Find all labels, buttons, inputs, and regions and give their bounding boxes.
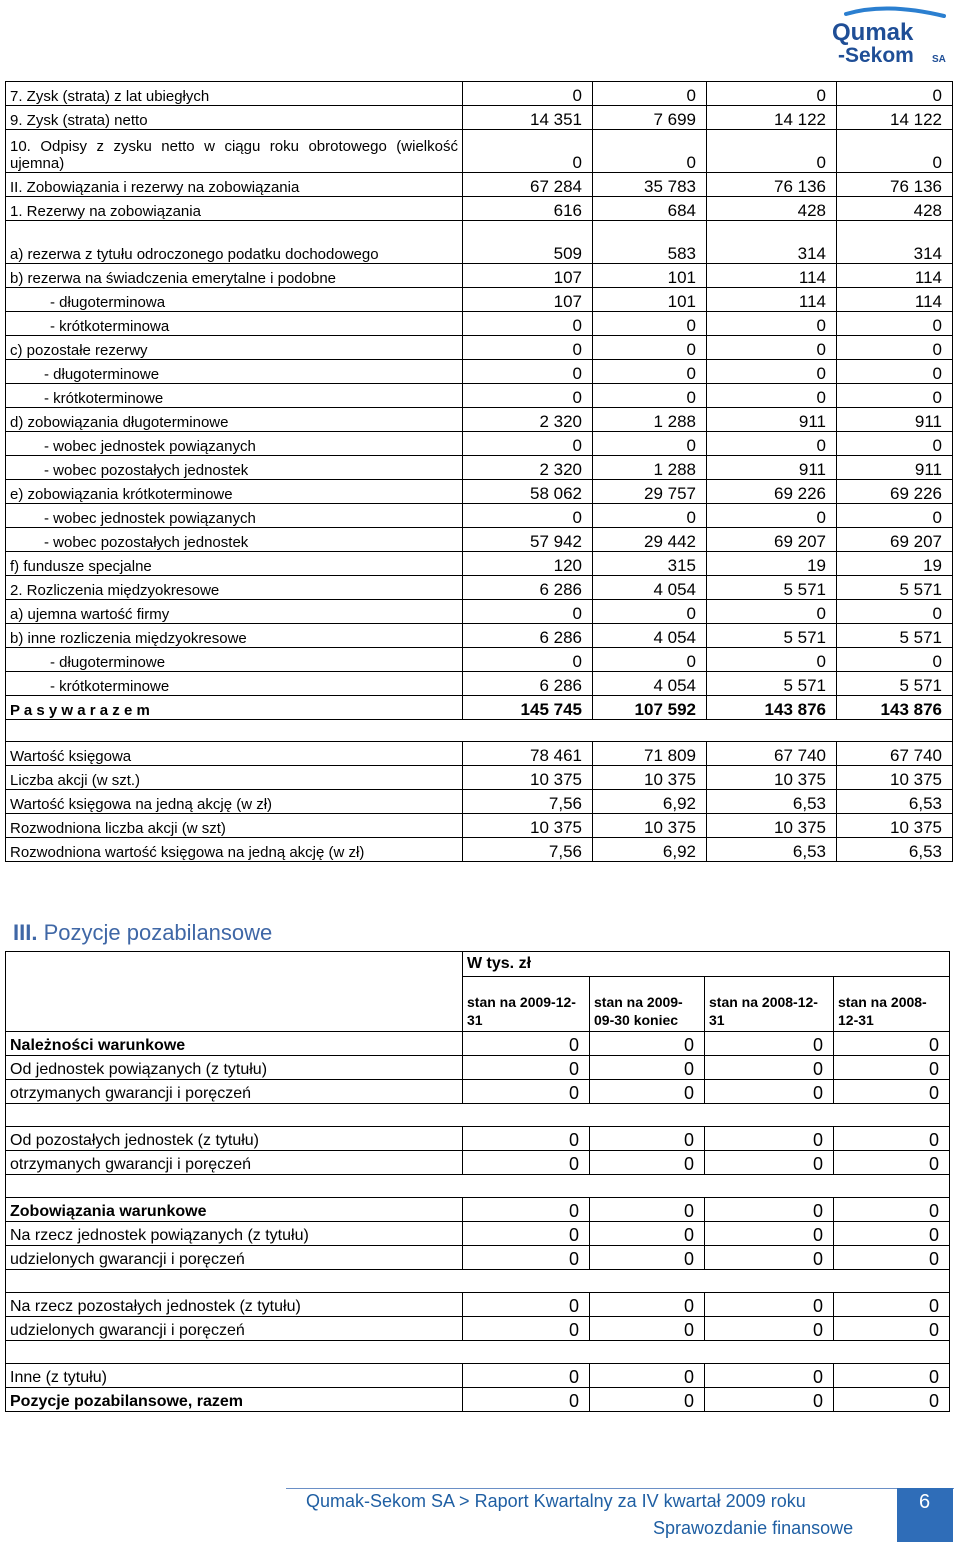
row-value: 0 <box>590 1080 705 1104</box>
row-value: 0 <box>463 1293 590 1317</box>
column-header: stan na 2008-12-31 <box>705 977 834 1032</box>
row-label: Liczba akcji (w szt.) <box>6 766 463 790</box>
table-row <box>6 82 953 106</box>
row-value: 2 320 <box>463 408 593 432</box>
row-value: 0 <box>463 1364 590 1388</box>
row-value: 0 <box>707 600 837 624</box>
table-row <box>6 1388 950 1412</box>
table-row <box>6 1364 950 1388</box>
row-label: Należności warunkowe <box>6 1032 463 1056</box>
row-value: 10 375 <box>463 814 593 838</box>
row-label: udzielonych gwarancji i poręczeń <box>6 1317 463 1341</box>
row-value: 0 <box>463 1080 590 1104</box>
row-value: 0 <box>834 1056 950 1080</box>
row-value: 114 <box>837 288 953 312</box>
row-value: 0 <box>463 1127 590 1151</box>
row-label: f) fundusze specjalne <box>6 552 463 576</box>
row-value: 0 <box>834 1388 950 1412</box>
table-row <box>6 173 953 197</box>
row-value: 0 <box>705 1151 834 1175</box>
row-value: 0 <box>707 336 837 360</box>
table-row <box>6 528 953 552</box>
row-label: - krótkoterminowe <box>6 672 463 696</box>
table-row <box>6 312 953 336</box>
row-value: 101 <box>593 264 707 288</box>
column-header: stan na 2009-09-30 koniec <box>590 977 705 1032</box>
header-blank-cell <box>6 952 463 1032</box>
row-value: 67 740 <box>837 742 953 766</box>
row-value: 0 <box>837 504 953 528</box>
table-row <box>6 814 953 838</box>
table-row <box>6 696 953 720</box>
table-row <box>6 648 953 672</box>
row-value: 145 745 <box>463 696 593 720</box>
row-label: - wobec jednostek powiązanych <box>6 504 463 528</box>
row-value: 6,53 <box>837 790 953 814</box>
table-row <box>6 221 953 264</box>
row-value: 0 <box>463 1032 590 1056</box>
row-value: 78 461 <box>463 742 593 766</box>
row-value: 0 <box>834 1317 950 1341</box>
row-label: 9. Zysk (strata) netto <box>6 106 463 130</box>
row-value: 0 <box>590 1388 705 1412</box>
row-label: - długoterminowe <box>6 360 463 384</box>
row-value: 509 <box>463 221 593 264</box>
row-value: 0 <box>705 1198 834 1222</box>
row-label: II. Zobowiązania i rezerwy na zobowiązania <box>6 173 463 197</box>
row-value: 0 <box>463 336 593 360</box>
table-row <box>6 1032 950 1056</box>
row-value: 14 122 <box>707 106 837 130</box>
row-value: 14 351 <box>463 106 593 130</box>
row-value: 0 <box>705 1364 834 1388</box>
row-value: 0 <box>463 1317 590 1341</box>
row-value: 0 <box>837 82 953 106</box>
row-value: 684 <box>593 197 707 221</box>
row-value: 911 <box>837 408 953 432</box>
off-balance-table <box>5 951 950 1412</box>
unit-label: W tys. zł <box>463 952 950 977</box>
row-value: 0 <box>837 432 953 456</box>
column-header: stan na 2008-12-31 <box>834 977 950 1032</box>
footer-section-name: Sprawozdanie finansowe <box>653 1518 854 1538</box>
row-label: otrzymanych gwarancji i poręczeń <box>6 1151 463 1175</box>
table-row <box>6 790 953 814</box>
table-row <box>6 1151 950 1175</box>
row-value: 0 <box>593 312 707 336</box>
row-value: 0 <box>705 1388 834 1412</box>
row-label: - krótkoterminowe <box>6 384 463 408</box>
row-value: 0 <box>707 312 837 336</box>
table-row <box>6 1293 950 1317</box>
row-value: 5 571 <box>837 672 953 696</box>
row-value: 29 757 <box>593 480 707 504</box>
row-value: 29 442 <box>593 528 707 552</box>
row-value: 71 809 <box>593 742 707 766</box>
table-row <box>6 766 953 790</box>
row-label: udzielonych gwarancji i poręczeń <box>6 1246 463 1270</box>
row-value: 101 <box>593 288 707 312</box>
row-value: 5 571 <box>837 624 953 648</box>
row-value: 6 286 <box>463 576 593 600</box>
row-value: 0 <box>707 360 837 384</box>
row-value: 0 <box>463 504 593 528</box>
row-label: e) zobowiązania krótkoterminowe <box>6 480 463 504</box>
row-value: 4 054 <box>593 624 707 648</box>
row-label: d) zobowiązania długoterminowe <box>6 408 463 432</box>
row-value: 1 288 <box>593 456 707 480</box>
spacer-cell <box>6 720 953 742</box>
row-value: 0 <box>463 648 593 672</box>
row-label: 1. Rezerwy na zobowiązania <box>6 197 463 221</box>
row-value: 0 <box>707 82 837 106</box>
row-label: b) inne rozliczenia międzyokresowe <box>6 624 463 648</box>
table-row <box>6 672 953 696</box>
row-value: 10 375 <box>707 766 837 790</box>
row-value: 0 <box>463 1222 590 1246</box>
row-value: 0 <box>707 130 837 173</box>
row-label: - długoterminowe <box>6 648 463 672</box>
row-value: 0 <box>463 600 593 624</box>
row-label: Inne (z tytułu) <box>6 1364 463 1388</box>
row-label: Rozwodniona wartość księgowa na jedną akcję (w zł) <box>6 838 463 862</box>
spacer-row <box>6 720 953 742</box>
row-value: 0 <box>590 1246 705 1270</box>
row-value: 114 <box>707 288 837 312</box>
row-value: 14 122 <box>837 106 953 130</box>
row-label: otrzymanych gwarancji i poręczeń <box>6 1080 463 1104</box>
row-value: 0 <box>463 432 593 456</box>
page-number-box <box>897 1488 953 1542</box>
row-value: 0 <box>463 82 593 106</box>
row-value: 114 <box>707 264 837 288</box>
table-row <box>6 624 953 648</box>
section-number: III. <box>13 920 38 945</box>
row-value: 0 <box>593 336 707 360</box>
row-value: 4 054 <box>593 672 707 696</box>
row-value: 0 <box>463 1198 590 1222</box>
row-value: 0 <box>707 504 837 528</box>
row-label: - długoterminowa <box>6 288 463 312</box>
row-value: 428 <box>837 197 953 221</box>
table-row <box>6 552 953 576</box>
spacer-cell <box>6 1270 950 1293</box>
table-row <box>6 1317 950 1341</box>
row-value: 0 <box>463 130 593 173</box>
row-value: 0 <box>705 1293 834 1317</box>
row-value: 0 <box>705 1056 834 1080</box>
row-value: 0 <box>837 312 953 336</box>
row-value: 114 <box>837 264 953 288</box>
row-value: 0 <box>590 1151 705 1175</box>
row-value: 0 <box>837 600 953 624</box>
row-value: 0 <box>593 504 707 528</box>
row-value: 0 <box>463 1151 590 1175</box>
row-value: 67 284 <box>463 173 593 197</box>
row-value: 143 876 <box>707 696 837 720</box>
row-value: 0 <box>463 1056 590 1080</box>
spacer-cell <box>6 1175 950 1198</box>
row-value: 0 <box>590 1056 705 1080</box>
row-label: - wobec pozostałych jednostek <box>6 528 463 552</box>
row-value: 0 <box>590 1293 705 1317</box>
row-value: 0 <box>837 130 953 173</box>
table-row <box>6 1080 950 1104</box>
row-value: 0 <box>463 1388 590 1412</box>
row-value: 315 <box>593 552 707 576</box>
row-value: 0 <box>834 1293 950 1317</box>
row-value: 10 375 <box>837 766 953 790</box>
row-value: 0 <box>834 1198 950 1222</box>
row-value: 0 <box>463 384 593 408</box>
off-balance-header-unit-row <box>6 952 950 977</box>
table-row <box>6 1198 950 1222</box>
row-value: 0 <box>834 1222 950 1246</box>
row-value: 76 136 <box>707 173 837 197</box>
row-value: 7,56 <box>463 838 593 862</box>
row-value: 911 <box>707 408 837 432</box>
spacer-row <box>6 1175 950 1198</box>
row-value: 0 <box>705 1222 834 1246</box>
row-value: 0 <box>707 648 837 672</box>
row-value: 69 207 <box>707 528 837 552</box>
row-value: 10 375 <box>463 766 593 790</box>
table-row <box>6 197 953 221</box>
row-value: 0 <box>705 1127 834 1151</box>
row-value: 0 <box>837 384 953 408</box>
row-label: 2. Rozliczenia międzyokresowe <box>6 576 463 600</box>
row-label: 10. Odpisy z zysku netto w ciągu roku obrotowego (wielkość ujemna) <box>6 130 463 173</box>
row-label: c) pozostałe rezerwy <box>6 336 463 360</box>
row-label: Zobowiązania warunkowe <box>6 1198 463 1222</box>
row-value: 0 <box>463 360 593 384</box>
row-value: 911 <box>707 456 837 480</box>
table-row <box>6 336 953 360</box>
row-value: 107 <box>463 288 593 312</box>
row-label: 7. Zysk (strata) z lat ubiegłych <box>6 82 463 106</box>
row-value: 120 <box>463 552 593 576</box>
row-value: 76 136 <box>837 173 953 197</box>
row-value: 911 <box>837 456 953 480</box>
row-value: 0 <box>834 1246 950 1270</box>
table-row <box>6 130 953 173</box>
row-label: Na rzecz jednostek powiązanych (z tytułu) <box>6 1222 463 1246</box>
section-heading <box>13 920 272 946</box>
row-label: Rozwodniona liczba akcji (w szt) <box>6 814 463 838</box>
row-label: Na rzecz pozostałych jednostek (z tytułu) <box>6 1293 463 1317</box>
row-label: Od jednostek powiązanych (z tytułu) <box>6 1056 463 1080</box>
table-row <box>6 408 953 432</box>
company-logo <box>826 6 956 66</box>
table-row <box>6 1246 950 1270</box>
table-row <box>6 742 953 766</box>
row-value: 0 <box>593 432 707 456</box>
row-value: 0 <box>834 1032 950 1056</box>
row-value: 0 <box>593 130 707 173</box>
row-value: 69 226 <box>707 480 837 504</box>
table-row <box>6 1056 950 1080</box>
row-label: - wobec jednostek powiązanych <box>6 432 463 456</box>
row-value: 107 <box>463 264 593 288</box>
row-value: 19 <box>707 552 837 576</box>
row-value: 0 <box>593 600 707 624</box>
section-title: Pozycje pozabilansowe <box>43 920 273 945</box>
balance-liabilities-table <box>5 81 953 862</box>
row-value: 0 <box>834 1080 950 1104</box>
table-row <box>6 432 953 456</box>
footer-report-title: Qumak-Sekom SA > Raport Kwartalny za IV kwartał 2009 roku <box>306 1491 806 1511</box>
row-value: 6 286 <box>463 624 593 648</box>
row-value: 6,53 <box>707 838 837 862</box>
table-row <box>6 600 953 624</box>
row-value: 0 <box>834 1151 950 1175</box>
row-label: Od pozostałych jednostek (z tytułu) <box>6 1127 463 1151</box>
row-value: 19 <box>837 552 953 576</box>
row-value: 0 <box>590 1222 705 1246</box>
row-label: - wobec pozostałych jednostek <box>6 456 463 480</box>
row-label: a) ujemna wartość firmy <box>6 600 463 624</box>
row-label: b) rezerwa na świadczenia emerytalne i podobne <box>6 264 463 288</box>
table-row <box>6 480 953 504</box>
row-value: 0 <box>834 1364 950 1388</box>
row-value: 69 207 <box>837 528 953 552</box>
row-value: 0 <box>707 432 837 456</box>
footer-rule <box>286 1488 954 1489</box>
row-value: 314 <box>837 221 953 264</box>
row-value: 6 286 <box>463 672 593 696</box>
logo-line1: Qumak <box>832 19 914 46</box>
row-value: 0 <box>834 1127 950 1151</box>
row-value: 0 <box>590 1317 705 1341</box>
row-value: 6,53 <box>837 838 953 862</box>
row-value: 58 062 <box>463 480 593 504</box>
row-value: 7 699 <box>593 106 707 130</box>
table-row <box>6 1127 950 1151</box>
row-value: 616 <box>463 197 593 221</box>
row-value: 10 375 <box>707 814 837 838</box>
table-row <box>6 360 953 384</box>
row-label: Pozycje pozabilansowe, razem <box>6 1388 463 1412</box>
table-row <box>6 838 953 862</box>
row-label: P a s y w a r a z e m <box>6 696 463 720</box>
row-value: 0 <box>590 1032 705 1056</box>
row-value: 0 <box>593 384 707 408</box>
logo-suffix: SA <box>932 54 946 65</box>
row-value: 583 <box>593 221 707 264</box>
page-number: 6 <box>919 1491 931 1513</box>
row-value: 2 320 <box>463 456 593 480</box>
row-label: Wartość księgowa na jedną akcję (w zł) <box>6 790 463 814</box>
spacer-row <box>6 1341 950 1364</box>
row-value: 428 <box>707 197 837 221</box>
table-row <box>6 106 953 130</box>
spacer-row <box>6 1104 950 1127</box>
row-value: 314 <box>707 221 837 264</box>
row-value: 4 054 <box>593 576 707 600</box>
table-row <box>6 456 953 480</box>
row-value: 0 <box>837 648 953 672</box>
table-row <box>6 504 953 528</box>
row-value: 69 226 <box>837 480 953 504</box>
row-value: 0 <box>837 360 953 384</box>
row-label: - krótkoterminowa <box>6 312 463 336</box>
row-value: 6,53 <box>707 790 837 814</box>
row-value: 7,56 <box>463 790 593 814</box>
row-value: 5 571 <box>707 576 837 600</box>
row-value: 10 375 <box>593 766 707 790</box>
row-value: 0 <box>463 312 593 336</box>
table-row <box>6 1222 950 1246</box>
row-value: 35 783 <box>593 173 707 197</box>
row-value: 57 942 <box>463 528 593 552</box>
row-value: 5 571 <box>837 576 953 600</box>
table-row <box>6 384 953 408</box>
row-value: 0 <box>707 384 837 408</box>
row-value: 0 <box>705 1032 834 1056</box>
row-value: 10 375 <box>593 814 707 838</box>
row-value: 6,92 <box>593 790 707 814</box>
row-value: 5 571 <box>707 624 837 648</box>
row-value: 0 <box>590 1364 705 1388</box>
table-row <box>6 288 953 312</box>
row-value: 0 <box>590 1198 705 1222</box>
row-value: 0 <box>593 82 707 106</box>
row-value: 5 571 <box>707 672 837 696</box>
column-header: stan na 2009-12-31 <box>463 977 590 1032</box>
row-value: 0 <box>463 1246 590 1270</box>
row-value: 0 <box>705 1080 834 1104</box>
row-value: 10 375 <box>837 814 953 838</box>
row-value: 67 740 <box>707 742 837 766</box>
row-value: 0 <box>593 360 707 384</box>
spacer-cell <box>6 1104 950 1127</box>
row-value: 1 288 <box>593 408 707 432</box>
row-value: 143 876 <box>837 696 953 720</box>
table-row <box>6 576 953 600</box>
row-value: 0 <box>590 1127 705 1151</box>
row-label: a) rezerwa z tytułu odroczonego podatku dochodowego <box>6 221 463 264</box>
row-value: 0 <box>837 336 953 360</box>
row-value: 0 <box>705 1246 834 1270</box>
row-value: 0 <box>705 1317 834 1341</box>
row-label: Wartość księgowa <box>6 742 463 766</box>
row-value: 107 592 <box>593 696 707 720</box>
table-row <box>6 264 953 288</box>
row-value: 6,92 <box>593 838 707 862</box>
logo-line2: -Sekom <box>838 44 914 66</box>
spacer-cell <box>6 1341 950 1364</box>
spacer-row <box>6 1270 950 1293</box>
row-value: 0 <box>593 648 707 672</box>
